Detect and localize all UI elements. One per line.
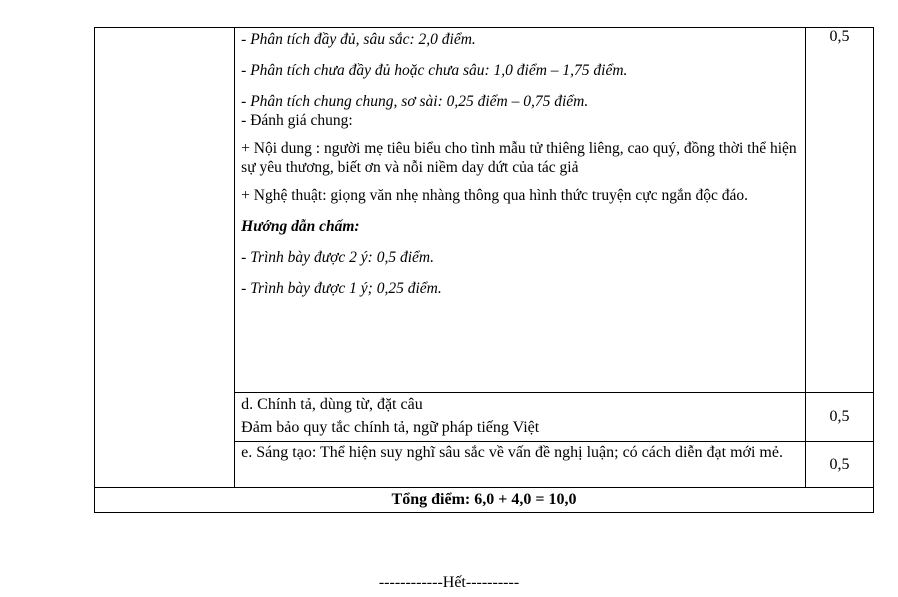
spelling-title: d. Chính tả, dùng từ, đặt câu [241, 396, 423, 413]
creativity-score: 0,5 [805, 442, 873, 488]
analysis-line-3: - Phân tích chung chung, sơ sài: 0,25 điểm – 0,75 điểm. [241, 93, 589, 110]
table-row-total [95, 488, 874, 513]
analysis-line-9: - Trình bày được 1 ý; 0,25 điểm. [241, 280, 442, 297]
analysis-line-2: - Phân tích chưa đầy đủ hoặc chưa sâu: 1,0 điểm – 1,75 điểm. [241, 62, 628, 79]
analysis-line-8: - Trình bày được 2 ý: 0,5 điểm. [241, 249, 434, 266]
table-row-analysis [95, 28, 874, 393]
analysis-line-1: - Phân tích đầy đủ, sâu sắc: 2,0 điểm. [241, 31, 476, 48]
empty-cell [95, 28, 235, 488]
analysis-line-4: - Đánh giá chung: [241, 112, 353, 129]
scoring-table [94, 27, 874, 513]
creativity-text: e. Sáng tạo: Thể hiện suy nghĩ sâu sắc về vấn đề nghị luận; có cách diễn đạt mới mẻ. [241, 444, 783, 461]
spelling-detail: Đảm bảo quy tắc chính tả, ngữ pháp tiếng Việt [241, 419, 540, 436]
creativity-content [235, 442, 806, 488]
end-marker: ------------Hết---------- [378, 574, 520, 591]
analysis-score: 0,5 [805, 28, 873, 393]
analysis-line-6: + Nghệ thuật: giọng văn nhẹ nhàng thông qua hình thức truyện cực ngắn độc đáo. [241, 187, 748, 204]
analysis-line-5: + Nội dung : người mẹ tiêu biểu cho tình mẫu tử thiêng liêng, cao quý, đồng thời thể hiện sự yêu thương, biết ơn và nỗi niềm day dứt của tác giả [241, 140, 797, 176]
analysis-content [235, 28, 806, 393]
spelling-content [235, 393, 806, 442]
spelling-score: 0,5 [805, 393, 873, 442]
grading-guide-heading: Hướng dẫn chấm: [241, 218, 360, 235]
total-score: Tổng điểm: 6,0 + 4,0 = 10,0 [95, 488, 874, 513]
